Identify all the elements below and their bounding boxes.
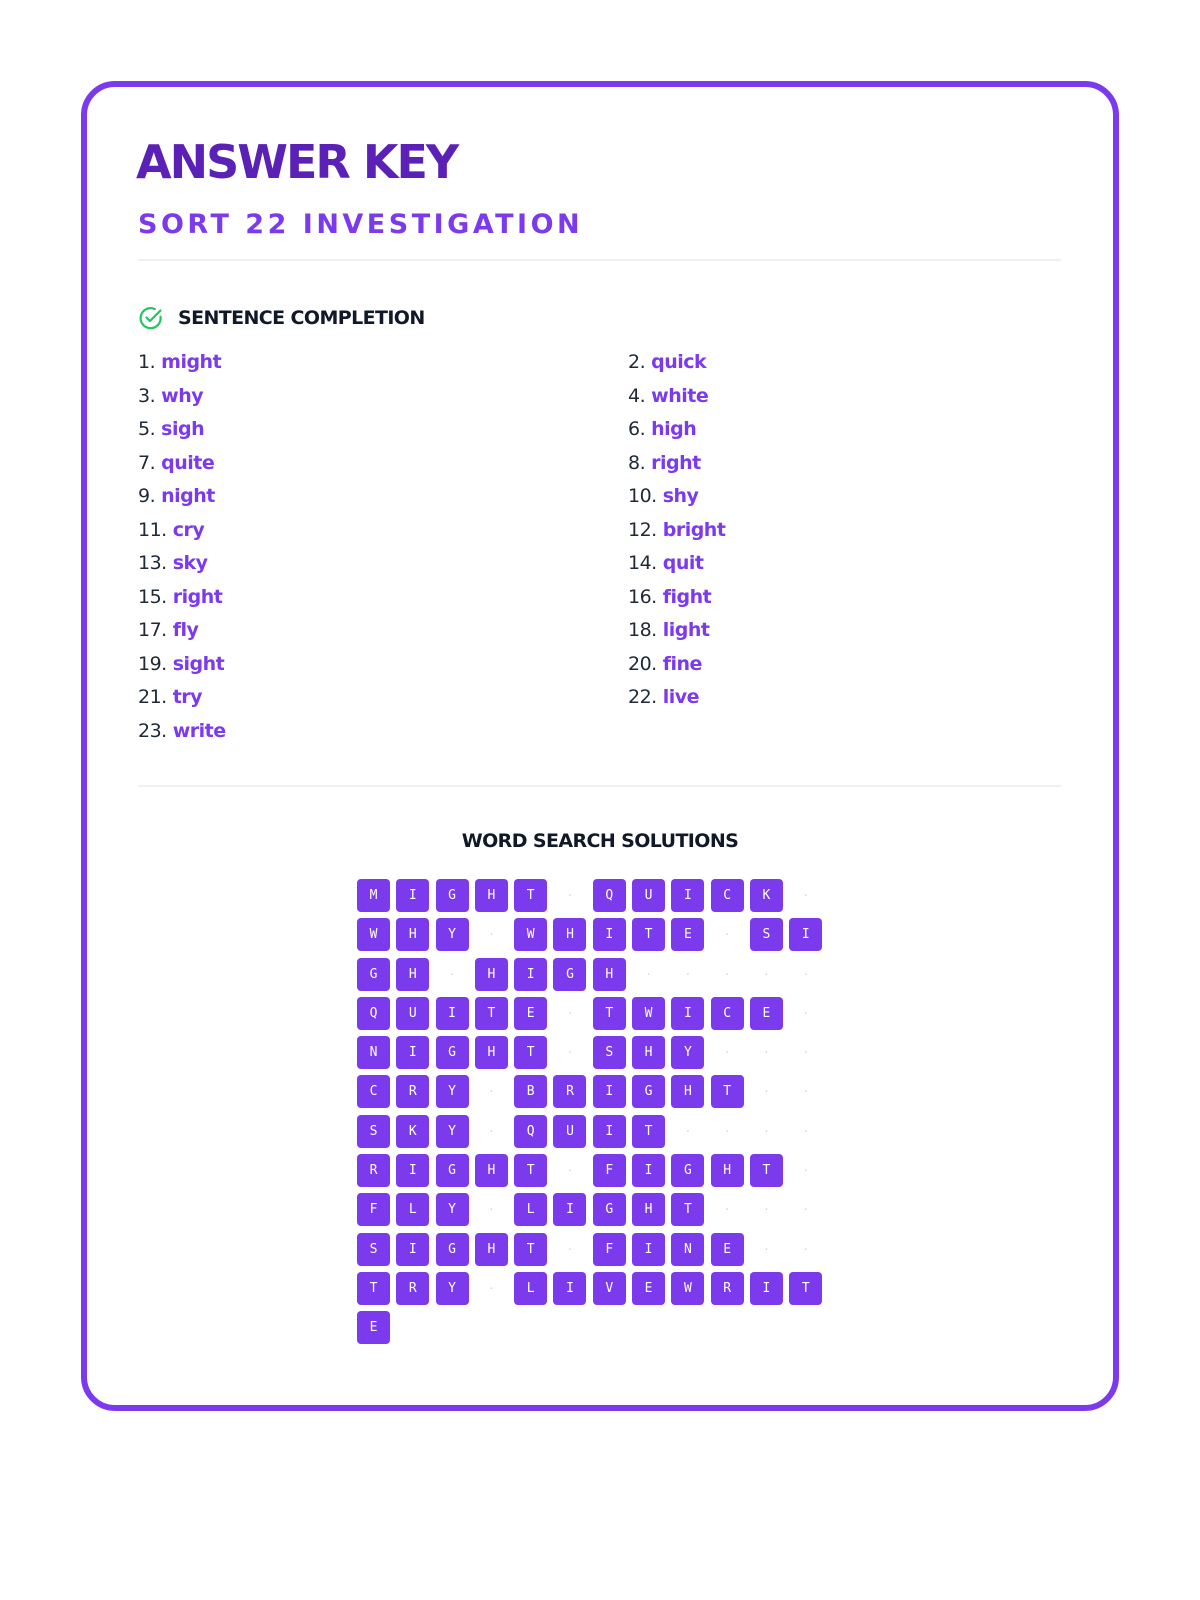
- grid-cell-letter: E: [711, 1233, 744, 1266]
- grid-cell-letter: C: [711, 997, 744, 1030]
- grid-cell-letter: U: [632, 879, 665, 912]
- grid-cell-empty: ·: [763, 1242, 770, 1256]
- grid-cell-empty: ·: [802, 967, 810, 981]
- grid-row: [357, 1311, 827, 1344]
- grid-cell-empty: ·: [488, 1203, 495, 1217]
- page-title: ANSWER KEY: [136, 135, 458, 189]
- grid-cell-letter: H: [475, 958, 508, 991]
- grid-cell-letter: R: [396, 1075, 429, 1108]
- grid-cell-empty: ·: [566, 1046, 574, 1060]
- grid-cell-letter: I: [553, 1272, 586, 1305]
- grid-cell-letter: I: [514, 958, 547, 991]
- answer-number: 11.: [138, 518, 167, 541]
- grid-cell-letter: G: [357, 958, 390, 991]
- answer-item: [138, 384, 628, 418]
- grid-cell-letter: H: [593, 958, 626, 991]
- grid-cell-empty: ·: [723, 1046, 731, 1060]
- answer-word: sigh: [161, 418, 205, 440]
- grid-cell-letter: I: [593, 1115, 626, 1148]
- grid-row: [357, 1193, 827, 1226]
- grid-row: [357, 1115, 827, 1148]
- grid-cell-letter: T: [632, 1115, 665, 1148]
- grid-cell-letter: E: [357, 1311, 390, 1344]
- grid-cell-letter: I: [671, 997, 704, 1030]
- grid-cell-letter: T: [789, 1272, 822, 1305]
- answer-word: might: [161, 351, 222, 373]
- grid-cell-letter: R: [553, 1075, 586, 1108]
- grid-cell-empty: ·: [566, 1164, 574, 1178]
- answer-item: [138, 551, 628, 585]
- grid-cell-letter: T: [514, 1154, 547, 1187]
- sentence-completion-header: [138, 305, 425, 331]
- grid-cell-empty: ·: [448, 967, 456, 981]
- answer-number: 14.: [628, 552, 657, 574]
- grid-cell-letter: R: [711, 1272, 744, 1305]
- grid-cell-letter: T: [357, 1272, 390, 1305]
- answer-number: 4.: [628, 384, 646, 407]
- grid-cell-letter: I: [632, 1233, 665, 1266]
- check-circle-icon: [138, 305, 164, 331]
- grid-cell-letter: I: [396, 1233, 429, 1266]
- grid-cell-empty: ·: [763, 1203, 770, 1217]
- grid-cell-letter: G: [436, 1036, 469, 1069]
- answer-word: fly: [172, 619, 199, 641]
- grid-cell-empty: ·: [802, 1242, 810, 1256]
- grid-cell-letter: T: [475, 997, 508, 1030]
- answer-item: [628, 417, 1058, 451]
- answer-number: 13.: [138, 552, 167, 574]
- grid-cell-empty: ·: [802, 1164, 810, 1178]
- answer-item: [138, 484, 628, 518]
- answer-item: [628, 350, 1058, 384]
- answer-number: 10.: [628, 485, 657, 507]
- grid-cell-letter: H: [475, 1036, 508, 1069]
- grid-cell-letter: Q: [357, 997, 390, 1030]
- word-search-heading: WORD SEARCH SOLUTIONS: [461, 830, 739, 852]
- answer-item: [138, 451, 628, 485]
- grid-cell-empty: ·: [723, 1203, 731, 1217]
- section-divider: [138, 785, 1061, 787]
- answer-number: 9.: [138, 485, 156, 507]
- answer-number: 3.: [138, 384, 156, 407]
- grid-cell-empty: ·: [802, 889, 810, 902]
- grid-cell-letter: I: [789, 918, 822, 951]
- answer-number: 18.: [628, 619, 657, 641]
- answer-item: [138, 618, 628, 652]
- grid-cell-letter: T: [750, 1154, 783, 1187]
- answer-number: 22.: [628, 686, 657, 708]
- grid-cell-letter: L: [514, 1272, 547, 1305]
- answer-word: shy: [662, 485, 699, 507]
- grid-cell-letter: S: [357, 1233, 390, 1266]
- answer-word: quit: [662, 552, 704, 574]
- answer-word: why: [161, 384, 204, 407]
- grid-cell-letter: H: [475, 879, 508, 912]
- grid-cell-letter: G: [436, 1154, 469, 1187]
- grid-cell-letter: T: [514, 1036, 547, 1069]
- answer-list: [138, 350, 1058, 752]
- grid-cell-letter: C: [711, 879, 744, 912]
- answer-item: [628, 484, 1058, 518]
- answer-item: [628, 685, 1058, 719]
- grid-cell-empty: ·: [723, 928, 731, 942]
- grid-cell-letter: K: [396, 1115, 429, 1148]
- answer-word: right: [172, 585, 223, 608]
- answer-item: [628, 652, 1058, 686]
- grid-cell-letter: Y: [436, 1193, 469, 1226]
- answer-word: high: [651, 418, 697, 440]
- grid-cell-empty: ·: [566, 889, 574, 902]
- grid-cell-letter: T: [711, 1075, 744, 1108]
- grid-cell-letter: H: [711, 1154, 744, 1187]
- answer-word: right: [651, 451, 701, 474]
- answer-word: light: [662, 619, 710, 641]
- grid-cell-letter: G: [553, 958, 586, 991]
- grid-cell-letter: T: [671, 1193, 704, 1226]
- answer-number: 21.: [138, 686, 167, 708]
- grid-cell-letter: V: [593, 1272, 626, 1305]
- grid-cell-letter: E: [632, 1272, 665, 1305]
- answer-word: write: [172, 719, 226, 742]
- answer-item: [138, 652, 628, 686]
- grid-cell-empty: ·: [488, 928, 495, 942]
- answer-word: white: [651, 384, 709, 407]
- grid-cell-empty: ·: [763, 1085, 770, 1099]
- grid-cell-letter: I: [593, 1075, 626, 1108]
- grid-cell-letter: G: [436, 879, 469, 912]
- grid-cell-letter: H: [632, 1036, 665, 1069]
- grid-cell-letter: C: [357, 1075, 390, 1108]
- grid-row: [357, 1233, 827, 1266]
- grid-cell-letter: H: [475, 1154, 508, 1187]
- grid-row: [357, 1272, 827, 1305]
- grid-cell-letter: I: [436, 997, 469, 1030]
- answer-number: 1.: [138, 351, 156, 373]
- grid-cell-letter: N: [357, 1036, 390, 1069]
- grid-row: [357, 958, 827, 991]
- grid-cell-letter: T: [593, 997, 626, 1030]
- header-divider: [138, 259, 1061, 261]
- grid-row: [357, 918, 827, 951]
- grid-cell-empty: ·: [723, 1124, 731, 1138]
- grid-row: [357, 1075, 827, 1108]
- grid-cell-letter: E: [514, 997, 547, 1030]
- grid-cell-empty: ·: [566, 1242, 574, 1256]
- grid-cell-letter: N: [671, 1233, 704, 1266]
- grid-cell-empty: ·: [488, 1281, 495, 1295]
- grid-row: [357, 1036, 827, 1069]
- grid-cell-letter: K: [750, 879, 783, 912]
- grid-cell-letter: W: [632, 997, 665, 1030]
- grid-cell-letter: G: [593, 1193, 626, 1226]
- grid-cell-empty: ·: [802, 1203, 810, 1217]
- grid-cell-letter: F: [593, 1154, 626, 1187]
- grid-cell-letter: Y: [436, 1115, 469, 1148]
- grid-cell-letter: Y: [436, 1075, 469, 1108]
- grid-cell-letter: G: [632, 1075, 665, 1108]
- answer-word: quick: [651, 351, 707, 373]
- grid-cell-letter: I: [396, 1036, 429, 1069]
- word-search-grid: [357, 879, 827, 1351]
- grid-cell-empty: ·: [763, 967, 770, 981]
- grid-cell-letter: R: [396, 1272, 429, 1305]
- grid-cell-letter: S: [357, 1115, 390, 1148]
- answer-item: [628, 585, 1058, 619]
- grid-cell-empty: ·: [802, 1124, 810, 1138]
- grid-cell-letter: Y: [671, 1036, 704, 1069]
- answer-item: [138, 719, 628, 753]
- answer-number: 20.: [628, 652, 657, 675]
- grid-cell-letter: U: [396, 997, 429, 1030]
- sentence-completion-heading: SENTENCE COMPLETION: [178, 307, 425, 329]
- grid-cell-empty: ·: [802, 1006, 810, 1020]
- answer-item: [628, 384, 1058, 418]
- answer-number: 2.: [628, 351, 646, 373]
- grid-cell-letter: M: [357, 879, 390, 912]
- grid-cell-letter: B: [514, 1075, 547, 1108]
- grid-cell-letter: S: [750, 918, 783, 951]
- grid-cell-letter: H: [553, 918, 586, 951]
- grid-cell-letter: Q: [593, 879, 626, 912]
- grid-cell-letter: H: [632, 1193, 665, 1226]
- grid-cell-empty: ·: [684, 1124, 692, 1138]
- answer-item: [138, 518, 628, 552]
- grid-cell-letter: W: [514, 918, 547, 951]
- grid-cell-letter: L: [396, 1193, 429, 1226]
- answer-item: [628, 451, 1058, 485]
- grid-cell-letter: E: [671, 918, 704, 951]
- grid-cell-letter: W: [671, 1272, 704, 1305]
- grid-cell-letter: I: [396, 879, 429, 912]
- grid-row: [357, 997, 827, 1030]
- grid-cell-empty: ·: [645, 967, 652, 981]
- grid-cell-letter: F: [593, 1233, 626, 1266]
- answer-number: 7.: [138, 451, 156, 474]
- answer-item: [628, 551, 1058, 585]
- answer-word: night: [161, 485, 215, 507]
- grid-cell-empty: ·: [566, 1006, 574, 1020]
- grid-cell-letter: G: [671, 1154, 704, 1187]
- grid-cell-letter: S: [593, 1036, 626, 1069]
- answer-word: fight: [662, 585, 712, 608]
- grid-cell-letter: Y: [436, 1272, 469, 1305]
- answer-item: [138, 417, 628, 451]
- grid-cell-empty: ·: [763, 1124, 770, 1138]
- grid-cell-letter: H: [396, 918, 429, 951]
- answer-item: [138, 685, 628, 719]
- grid-cell-letter: Q: [514, 1115, 547, 1148]
- answer-number: 6.: [628, 418, 646, 440]
- answer-number: 23.: [138, 719, 167, 742]
- grid-cell-letter: H: [396, 958, 429, 991]
- grid-cell-letter: T: [514, 879, 547, 912]
- grid-cell-letter: I: [750, 1272, 783, 1305]
- grid-cell-letter: H: [475, 1233, 508, 1266]
- grid-cell-letter: I: [593, 918, 626, 951]
- grid-cell-letter: W: [357, 918, 390, 951]
- answer-item: [138, 350, 628, 384]
- grid-cell-letter: G: [436, 1233, 469, 1266]
- grid-cell-letter: F: [357, 1193, 390, 1226]
- answer-word: live: [662, 686, 700, 708]
- answer-item: [628, 618, 1058, 652]
- grid-cell-letter: T: [632, 918, 665, 951]
- grid-row: [357, 879, 827, 912]
- answer-word: cry: [172, 518, 205, 541]
- grid-cell-letter: I: [396, 1154, 429, 1187]
- grid-cell-empty: ·: [488, 1085, 495, 1099]
- grid-cell-letter: I: [632, 1154, 665, 1187]
- answer-number: 5.: [138, 418, 156, 440]
- grid-cell-empty: ·: [763, 1046, 770, 1060]
- answer-number: 17.: [138, 619, 167, 641]
- grid-cell-letter: I: [553, 1193, 586, 1226]
- grid-cell-letter: L: [514, 1193, 547, 1226]
- grid-cell-letter: T: [514, 1233, 547, 1266]
- grid-cell-empty: ·: [684, 967, 692, 981]
- grid-cell-letter: Y: [436, 918, 469, 951]
- grid-cell-letter: U: [553, 1115, 586, 1148]
- answer-item: [138, 585, 628, 619]
- grid-cell-empty: ·: [802, 1046, 810, 1060]
- answer-word: fine: [662, 652, 702, 675]
- grid-cell-letter: H: [671, 1075, 704, 1108]
- grid-cell-empty: ·: [723, 967, 731, 981]
- answer-word: sky: [172, 552, 208, 574]
- grid-cell-empty: ·: [488, 1124, 495, 1138]
- grid-cell-letter: I: [671, 879, 704, 912]
- answer-number: 12.: [628, 518, 657, 541]
- grid-row: [357, 1154, 827, 1187]
- grid-cell-letter: E: [750, 997, 783, 1030]
- answer-word: quite: [161, 451, 215, 474]
- answer-item: [628, 518, 1058, 552]
- grid-cell-empty: ·: [802, 1085, 810, 1099]
- answer-number: 16.: [628, 585, 657, 608]
- answer-number: 19.: [138, 652, 167, 675]
- answer-word: sight: [172, 652, 225, 675]
- page-subtitle: SORT 22 INVESTIGATION: [138, 209, 584, 240]
- answer-number: 8.: [628, 451, 646, 474]
- answer-word: bright: [662, 518, 726, 541]
- answer-word: try: [172, 686, 203, 708]
- grid-cell-letter: R: [357, 1154, 390, 1187]
- answer-number: 15.: [138, 585, 167, 608]
